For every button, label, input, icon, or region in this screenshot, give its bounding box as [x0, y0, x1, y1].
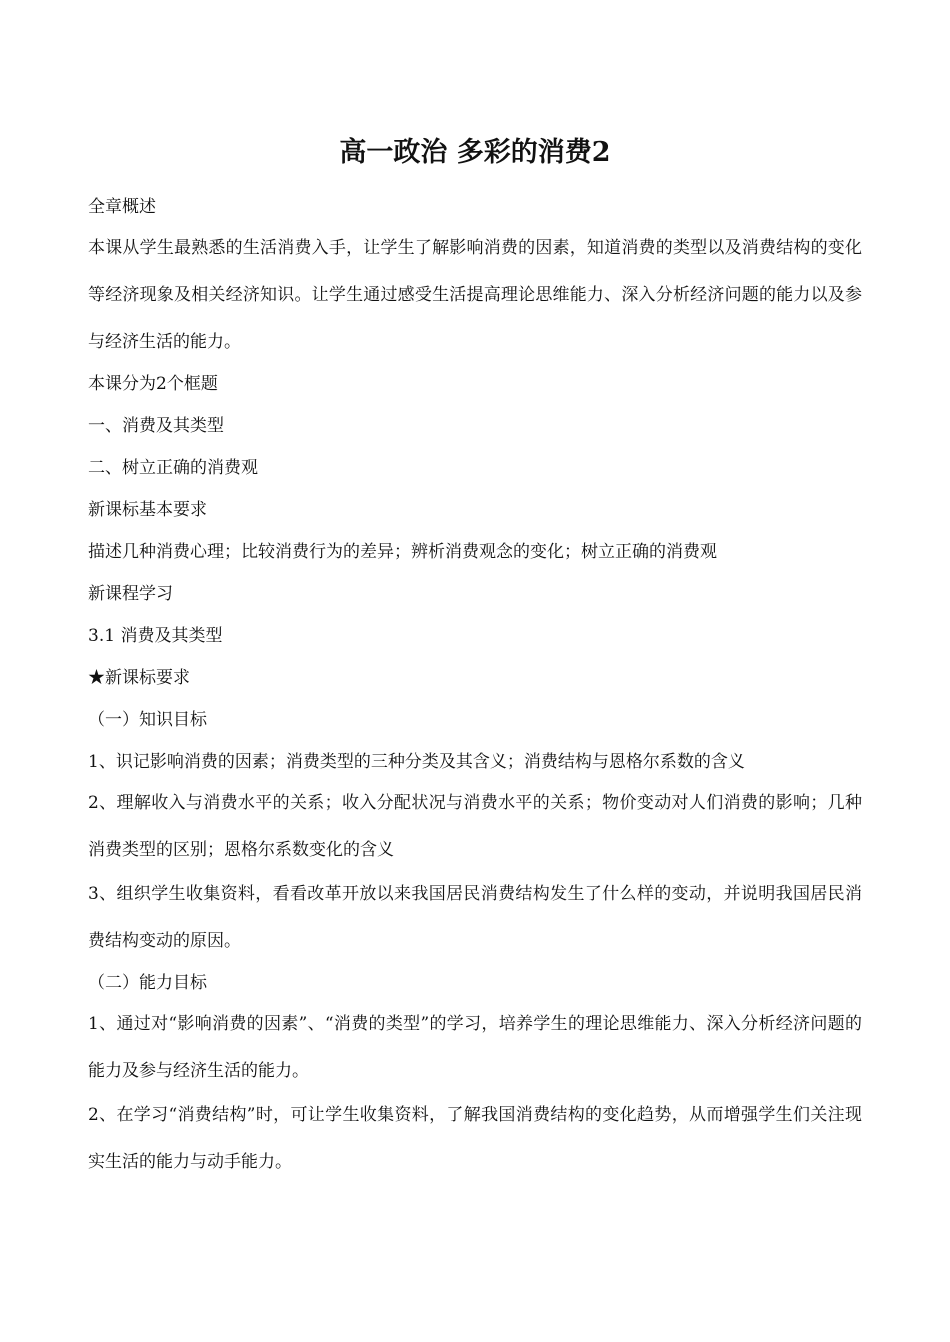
paragraph-6: 新课标基本要求: [88, 500, 207, 520]
paragraph-2: 本课从学生最熟悉的生活消费入手，让学生了解影响消费的因素，知道消费的类型以及消费结构的变化等经济现象及相关经济知识。让学生通过感受生活提高理论思维能力、深入分析经济问题的能力以及参与经济生活的能力。: [88, 238, 862, 352]
document-title: 高一政治 多彩的消费2: [339, 137, 611, 168]
paragraph-9: 3.1 消费及其类型: [88, 626, 223, 646]
paragraph-10: ★新课标要求: [88, 668, 190, 688]
paragraph-8: 新课程学习: [88, 584, 173, 604]
paragraph-12: 1、识记影响消费的因素；消费类型的三种分类及其含义；消费结构与恩格尔系数的含义: [88, 752, 745, 772]
paragraph-7: 描述几种消费心理；比较消费行为的差异；辨析消费观念的变化；树立正确的消费观: [88, 542, 717, 562]
paragraph-16: 1、通过对“影响消费的因素”、“消费的类型”的学习，培养学生的理论思维能力、深入分析经济问题的能力及参与经济生活的能力。: [88, 1014, 862, 1081]
paragraph-1: 全章概述: [88, 197, 156, 217]
paragraph-11: （一）知识目标: [88, 710, 207, 730]
document-body: [88, 186, 862, 1186]
paragraph-14: 3、组织学生收集资料，看看改革开放以来我国居民消费结构发生了什么样的变动，并说明我国居民消费结构变动的原因。: [88, 884, 862, 951]
paragraph-4: 一、消费及其类型: [88, 416, 224, 436]
paragraph-13: 2、理解收入与消费水平的关系；收入分配状况与消费水平的关系；物价变动对人们消费的影响；几种消费类型的区别；恩格尔系数变化的含义: [88, 793, 862, 860]
paragraph-15: （二）能力目标: [88, 973, 207, 993]
paragraph-17: 2、在学习“消费结构”时，可让学生收集资料，了解我国消费结构的变化趋势，从而增强学生们关注现实生活的能力与动手能力。: [88, 1105, 862, 1172]
paragraph-5: 二、树立正确的消费观: [88, 458, 258, 478]
paragraph-3: 本课分为2个框题: [88, 374, 218, 394]
